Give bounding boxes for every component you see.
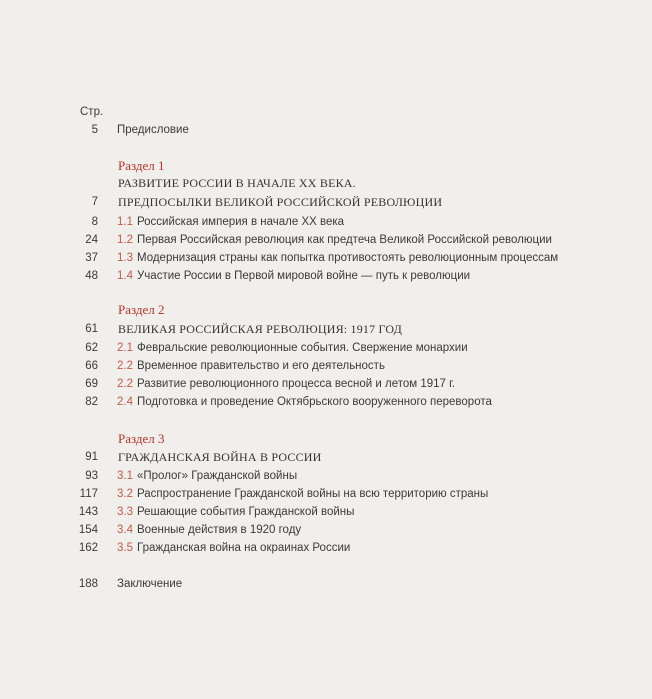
subsection-number: 3.5 — [117, 542, 133, 554]
toc-entry — [0, 231, 652, 249]
toc-entry — [0, 393, 652, 411]
page-number: 24 — [85, 234, 98, 246]
entry-title: Заключение — [117, 578, 183, 590]
page-number: 62 — [85, 342, 98, 354]
subsection-number: 3.1 — [117, 470, 133, 482]
section-title-line — [0, 174, 652, 192]
page-number: 66 — [85, 360, 98, 372]
page-number: 93 — [85, 470, 98, 482]
toc-entry — [0, 213, 652, 231]
entry-title: Военные действия в 1920 году — [137, 524, 302, 536]
subsection-number: 1.3 — [117, 252, 133, 264]
page-number: 7 — [91, 196, 98, 208]
section-title-line — [0, 320, 652, 338]
toc-entry — [0, 267, 652, 285]
toc-entry-preface — [0, 121, 652, 139]
entry-title: Распространение Гражданской войны на всю территорию страны — [137, 488, 489, 500]
subsection-number: 3.2 — [117, 488, 133, 500]
subsection-number: 3.4 — [117, 524, 133, 536]
section-heading — [0, 430, 652, 448]
page-column-header — [0, 103, 652, 121]
section-heading — [0, 301, 652, 319]
entry-title: Модернизация страны как попытка противостоять революционным процессам — [137, 252, 559, 264]
page-number: 61 — [85, 323, 98, 335]
toc-entry — [0, 485, 652, 503]
page-label: Стр. — [80, 106, 104, 118]
subsection-number: 2.1 — [117, 342, 133, 354]
page-number: 82 — [85, 396, 98, 408]
section-1-heading: Раздел 1 — [118, 158, 165, 173]
toc-entry — [0, 467, 652, 485]
section-title-line — [0, 193, 652, 211]
section-heading — [0, 157, 652, 175]
entry-title: Предисловие — [117, 124, 189, 136]
entry-title: Подготовка и проведение Октябрьского вооруженного переворота — [137, 396, 492, 408]
entry-title: Гражданская война на окраинах России — [137, 542, 351, 554]
entry-title: Первая Российская революция как предтеча Великой Российской революции — [137, 234, 552, 246]
subsection-number: 2.2 — [117, 378, 133, 390]
page-number: 162 — [78, 542, 98, 554]
page-number: 5 — [91, 124, 98, 136]
subsection-number: 2.2 — [117, 360, 133, 372]
entry-title: Решающие события Гражданской войны — [137, 506, 355, 518]
toc-entry — [0, 375, 652, 393]
page-number: 117 — [79, 488, 98, 500]
section-1-title-line1: РАЗВИТИЕ РОССИИ В НАЧАЛЕ XX ВЕКА. — [118, 176, 356, 190]
toc-entry-conclusion — [0, 575, 652, 593]
entry-title: Российская империя в начале XX века — [137, 216, 345, 228]
page-number: 143 — [78, 506, 98, 518]
entry-title: Развитие революционного процесса весной и летом 1917 г. — [137, 378, 456, 390]
page-number: 37 — [85, 252, 98, 264]
subsection-number: 1.1 — [117, 216, 133, 228]
subsection-number: 2.4 — [117, 396, 133, 408]
entry-title: Февральские революционные события. Свержение монархии — [137, 342, 468, 354]
section-3-heading: Раздел 3 — [118, 431, 165, 446]
subsection-number: 3.3 — [117, 506, 133, 518]
section-2-heading: Раздел 2 — [118, 302, 165, 317]
toc-entry — [0, 249, 652, 267]
entry-title: Участие России в Первой мировой войне — путь к революции — [137, 270, 471, 282]
toc-entry — [0, 339, 652, 357]
page-number: 8 — [91, 216, 98, 228]
section-2-title: ВЕЛИКАЯ РОССИЙСКАЯ РЕВОЛЮЦИЯ: 1917 ГОД — [118, 322, 403, 336]
page-number: 91 — [85, 451, 98, 463]
entry-title: Временное правительство и его деятельность — [137, 360, 385, 372]
page-number: 154 — [78, 524, 98, 536]
subsection-number: 1.4 — [117, 270, 133, 282]
subsection-number: 1.2 — [117, 234, 133, 246]
toc-entry — [0, 357, 652, 375]
section-3-title: ГРАЖДАНСКАЯ ВОЙНА В РОССИИ — [118, 450, 322, 464]
toc-entry — [0, 539, 652, 557]
entry-title: «Пролог» Гражданской войны — [137, 470, 298, 482]
toc-entry — [0, 521, 652, 539]
section-title-line — [0, 448, 652, 466]
page-number: 188 — [78, 578, 98, 590]
section-1-title-line2: ПРЕДПОСЫЛКИ ВЕЛИКОЙ РОССИЙСКОЙ РЕВОЛЮЦИИ — [118, 195, 443, 209]
page-number: 69 — [85, 378, 98, 390]
toc-entry — [0, 503, 652, 521]
page-number: 48 — [85, 270, 98, 282]
